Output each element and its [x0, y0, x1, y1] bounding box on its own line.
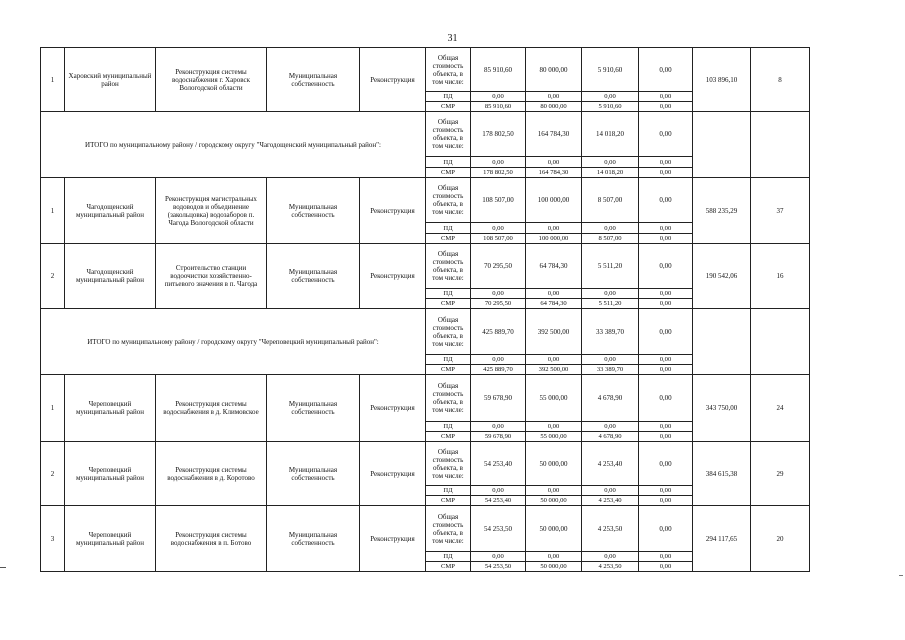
row-number: 3: [41, 506, 65, 572]
smr-label: СМР: [426, 102, 471, 112]
table-row: [41, 178, 810, 223]
pd-value: 0,00: [471, 289, 526, 299]
cost-per-unit: 384 615,38: [693, 442, 751, 506]
row-number: 1: [41, 48, 65, 112]
smr-value: 108 507,00: [471, 234, 526, 244]
total-row: [41, 309, 810, 355]
smr-value: 178 802,50: [471, 168, 526, 178]
pd-value: 0,00: [639, 92, 693, 102]
scan-mark: [0, 567, 6, 568]
table-body: [41, 48, 810, 572]
scan-mark: [899, 575, 903, 576]
total-value: 178 802,50: [471, 112, 526, 157]
total-row: [41, 112, 810, 157]
smr-value: 50 000,00: [526, 496, 582, 506]
pd-value: 0,00: [582, 289, 639, 299]
total-value: 0,00: [639, 178, 693, 223]
total-value: 0,00: [639, 506, 693, 552]
total-value: 4 253,40: [582, 442, 639, 486]
smr-value: 0,00: [639, 496, 693, 506]
pd-value: 0,00: [471, 355, 526, 365]
smr-value: 50 000,00: [526, 562, 582, 572]
cost-label: Общая стоимость объекта, в том числе:: [426, 48, 471, 92]
total-value: 100 000,00: [526, 178, 582, 223]
pd-label: ПД: [426, 486, 471, 496]
pd-value: 0,00: [526, 422, 582, 432]
smr-value: 5 910,60: [582, 102, 639, 112]
smr-value: 4 678,90: [582, 432, 639, 442]
smr-value: 59 678,90: [471, 432, 526, 442]
work-type: Реконструкция: [360, 244, 426, 309]
page-number: 31: [447, 33, 458, 44]
pd-value: 0,00: [639, 355, 693, 365]
smr-value: 85 910,60: [471, 102, 526, 112]
smr-value: 70 295,50: [471, 299, 526, 309]
smr-label: СМР: [426, 496, 471, 506]
total-value: 54 253,50: [471, 506, 526, 552]
priority-rank: 29: [751, 442, 810, 506]
total-value: 0,00: [639, 48, 693, 92]
row-number: 2: [41, 244, 65, 309]
pd-value: 0,00: [526, 157, 582, 168]
cost-label: Общая стоимость объекта, в том числе:: [426, 178, 471, 223]
total-value: 64 784,30: [526, 244, 582, 289]
work-type: Реконструкция: [360, 178, 426, 244]
pd-value: 0,00: [526, 92, 582, 102]
total-value: 70 295,50: [471, 244, 526, 289]
pd-value: 0,00: [582, 157, 639, 168]
object-name: Реконструкция системы водоснабжения г. Харовск Вологодской области: [156, 48, 267, 112]
pd-value: 0,00: [639, 486, 693, 496]
cost-per-unit: 103 896,10: [693, 48, 751, 112]
pd-value: 0,00: [471, 422, 526, 432]
pd-value: 0,00: [526, 289, 582, 299]
investment-table: [40, 47, 810, 572]
cost-label: Общая стоимость объекта, в том числе:: [426, 244, 471, 289]
smr-value: 164 784,30: [526, 168, 582, 178]
object-name: Строительство станции водоочистки хозяйственно-питьевого значения в п. Чагода: [156, 244, 267, 309]
smr-value: 0,00: [639, 234, 693, 244]
empty-cell: [751, 309, 810, 375]
total-value: 4 253,50: [582, 506, 639, 552]
table-row: [41, 442, 810, 486]
smr-value: 54 253,50: [471, 562, 526, 572]
empty-cell: [693, 112, 751, 178]
pd-value: 0,00: [471, 92, 526, 102]
smr-value: 0,00: [639, 365, 693, 375]
row-number: 2: [41, 442, 65, 506]
cost-label: Общая стоимость объекта, в том числе:: [426, 309, 471, 355]
priority-rank: 24: [751, 375, 810, 442]
total-value: 59 678,90: [471, 375, 526, 422]
total-value: 33 389,70: [582, 309, 639, 355]
object-name: Реконструкция системы водоснабжения в д. Коротово: [156, 442, 267, 506]
cost-label: Общая стоимость объекта, в том числе:: [426, 375, 471, 422]
work-type: Реконструкция: [360, 506, 426, 572]
total-value: 4 678,90: [582, 375, 639, 422]
district-name: Чагодощенский муниципальный район: [65, 244, 156, 309]
smr-value: 33 389,70: [582, 365, 639, 375]
pd-value: 0,00: [582, 223, 639, 234]
priority-rank: 8: [751, 48, 810, 112]
cost-per-unit: 294 117,65: [693, 506, 751, 572]
total-value: 0,00: [639, 112, 693, 157]
smr-label: СМР: [426, 562, 471, 572]
district-name: Харовский муниципальный район: [65, 48, 156, 112]
priority-rank: 20: [751, 506, 810, 572]
work-type: Реконструкция: [360, 442, 426, 506]
total-value: 392 500,00: [526, 309, 582, 355]
priority-rank: 37: [751, 178, 810, 244]
total-value: 5 511,20: [582, 244, 639, 289]
smr-value: 64 784,30: [526, 299, 582, 309]
pd-label: ПД: [426, 552, 471, 562]
smr-value: 4 253,40: [582, 496, 639, 506]
pd-label: ПД: [426, 157, 471, 168]
pd-value: 0,00: [526, 552, 582, 562]
pd-value: 0,00: [582, 422, 639, 432]
empty-cell: [693, 309, 751, 375]
smr-label: СМР: [426, 168, 471, 178]
itogo-label: ИТОГО по муниципальному району / городскому округу "Череповецкий муниципальный район":: [41, 309, 426, 375]
total-value: 0,00: [639, 375, 693, 422]
district-name: Череповецкий муниципальный район: [65, 442, 156, 506]
district-name: Череповецкий муниципальный район: [65, 375, 156, 442]
table-row: [41, 375, 810, 422]
smr-value: 0,00: [639, 102, 693, 112]
ownership-type: Муниципальная собственность: [267, 178, 360, 244]
pd-value: 0,00: [471, 157, 526, 168]
pd-label: ПД: [426, 92, 471, 102]
ownership-type: Муниципальная собственность: [267, 244, 360, 309]
smr-value: 0,00: [639, 432, 693, 442]
total-value: 0,00: [639, 244, 693, 289]
total-value: 0,00: [639, 309, 693, 355]
smr-value: 0,00: [639, 168, 693, 178]
smr-value: 14 018,20: [582, 168, 639, 178]
total-value: 108 507,00: [471, 178, 526, 223]
pd-value: 0,00: [526, 223, 582, 234]
smr-value: 100 000,00: [526, 234, 582, 244]
pd-label: ПД: [426, 422, 471, 432]
pd-value: 0,00: [639, 157, 693, 168]
pd-value: 0,00: [582, 486, 639, 496]
smr-label: СМР: [426, 234, 471, 244]
total-value: 85 910,60: [471, 48, 526, 92]
smr-value: 0,00: [639, 562, 693, 572]
total-value: 55 000,00: [526, 375, 582, 422]
itogo-label: ИТОГО по муниципальному району / городскому округу "Чагодощенский муниципальный район":: [41, 112, 426, 178]
object-name: Реконструкция системы водоснабжения в п. Ботово: [156, 506, 267, 572]
cost-per-unit: 588 235,29: [693, 178, 751, 244]
pd-value: 0,00: [582, 552, 639, 562]
total-value: 0,00: [639, 442, 693, 486]
pd-value: 0,00: [639, 422, 693, 432]
row-number: 1: [41, 375, 65, 442]
pd-value: 0,00: [471, 486, 526, 496]
ownership-type: Муниципальная собственность: [267, 442, 360, 506]
table-row: [41, 244, 810, 289]
total-value: 54 253,40: [471, 442, 526, 486]
table-row: [41, 48, 810, 92]
total-value: 14 018,20: [582, 112, 639, 157]
smr-label: СМР: [426, 299, 471, 309]
total-value: 164 784,30: [526, 112, 582, 157]
priority-rank: 16: [751, 244, 810, 309]
smr-value: 8 507,00: [582, 234, 639, 244]
ownership-type: Муниципальная собственность: [267, 48, 360, 112]
pd-value: 0,00: [582, 92, 639, 102]
smr-value: 55 000,00: [526, 432, 582, 442]
smr-value: 54 253,40: [471, 496, 526, 506]
smr-value: 392 500,00: [526, 365, 582, 375]
empty-cell: [751, 112, 810, 178]
cost-label: Общая стоимость объекта, в том числе:: [426, 506, 471, 552]
table-row: [41, 506, 810, 552]
smr-value: 5 511,20: [582, 299, 639, 309]
district-name: Череповецкий муниципальный район: [65, 506, 156, 572]
work-type: Реконструкция: [360, 375, 426, 442]
pd-value: 0,00: [639, 289, 693, 299]
smr-value: 0,00: [639, 299, 693, 309]
object-name: Реконструкция магистральных водоводов и объединение (закольцовка) водозаборов п. Чагода Вологодской области: [156, 178, 267, 244]
cost-per-unit: 343 750,00: [693, 375, 751, 442]
pd-value: 0,00: [639, 552, 693, 562]
smr-value: 425 889,70: [471, 365, 526, 375]
total-value: 80 000,00: [526, 48, 582, 92]
cost-per-unit: 190 542,06: [693, 244, 751, 309]
total-value: 8 507,00: [582, 178, 639, 223]
pd-value: 0,00: [526, 355, 582, 365]
ownership-type: Муниципальная собственность: [267, 375, 360, 442]
pd-value: 0,00: [471, 223, 526, 234]
pd-label: ПД: [426, 223, 471, 234]
district-name: Чагодощенский муниципальный район: [65, 178, 156, 244]
smr-label: СМР: [426, 365, 471, 375]
smr-label: СМР: [426, 432, 471, 442]
total-value: 50 000,00: [526, 442, 582, 486]
pd-label: ПД: [426, 289, 471, 299]
cost-label: Общая стоимость объекта, в том числе:: [426, 112, 471, 157]
ownership-type: Муниципальная собственность: [267, 506, 360, 572]
object-name: Реконструкция системы водоснабжения в д. Климовское: [156, 375, 267, 442]
row-number: 1: [41, 178, 65, 244]
work-type: Реконструкция: [360, 48, 426, 112]
pd-value: 0,00: [639, 223, 693, 234]
cost-label: Общая стоимость объекта, в том числе:: [426, 442, 471, 486]
total-value: 5 910,60: [582, 48, 639, 92]
pd-value: 0,00: [582, 355, 639, 365]
smr-value: 80 000,00: [526, 102, 582, 112]
smr-value: 4 253,50: [582, 562, 639, 572]
pd-value: 0,00: [471, 552, 526, 562]
pd-label: ПД: [426, 355, 471, 365]
pd-value: 0,00: [526, 486, 582, 496]
total-value: 425 889,70: [471, 309, 526, 355]
total-value: 50 000,00: [526, 506, 582, 552]
